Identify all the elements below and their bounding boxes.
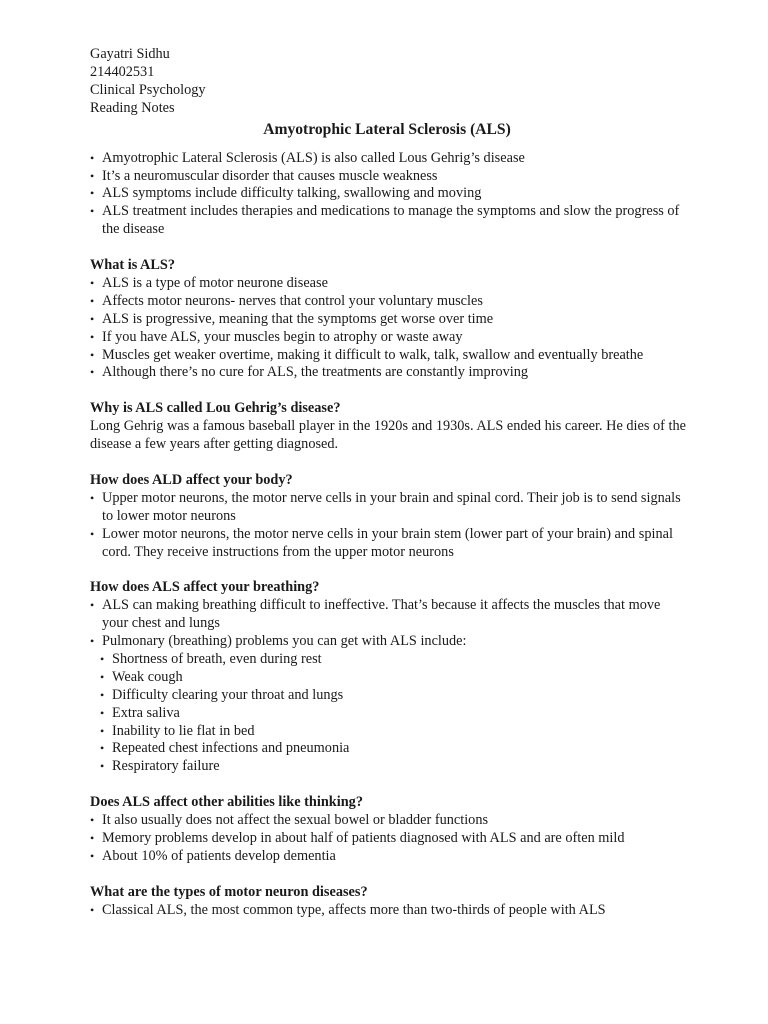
author-header	[90, 46, 690, 118]
list-item: • Difficulty clearing your throat and lungs	[100, 687, 690, 705]
list-item: • ALS is progressive, meaning that the symptoms get worse over time	[90, 311, 690, 329]
list-item: • About 10% of patients develop dementia	[90, 848, 690, 866]
list-item: • Respiratory failure	[100, 758, 690, 776]
list-item: • Affects motor neurons- nerves that control your voluntary muscles	[90, 293, 690, 311]
list-item: • ALS treatment includes therapies and medications to manage the symptoms and slow the progress of the disease	[90, 203, 690, 239]
list-item: • ALS can making breathing difficult to ineffective. That’s because it affects the muscles that move your chest and lungs	[90, 597, 690, 633]
section-heading-body: How does ALD affect your body?	[90, 471, 293, 488]
section-heading-what-is: What is ALS?	[90, 257, 176, 274]
list-item: • Muscles get weaker overtime, making it difficult to walk, talk, swallow and eventually breathe	[90, 347, 690, 365]
thinking-list	[90, 812, 690, 866]
list-item: • It also usually does not affect the sexual bowel or bladder functions	[90, 812, 690, 830]
breathing-problems-list	[90, 651, 690, 776]
intro-list	[90, 150, 690, 240]
list-item: • Amyotrophic Lateral Sclerosis (ALS) is also called Lous Gehrig’s disease	[90, 150, 690, 168]
why-called-paragraph: Long Gehrig was a famous baseball player in the 1920s and 1930s. ALS ended his career. He dies of the disease a few years after getting diagnosed.	[90, 418, 686, 453]
document-type: Reading Notes	[90, 99, 175, 116]
document-title: Amyotrophic Lateral Sclerosis (ALS)	[263, 120, 511, 138]
student-id: 214402531	[90, 63, 155, 80]
what-is-list	[90, 275, 690, 382]
section-heading-why-called: Why is ALS called Lou Gehrig’s disease?	[90, 400, 341, 417]
list-item: • Weak cough	[100, 669, 690, 687]
list-item: • If you have ALS, your muscles begin to atrophy or waste away	[90, 329, 690, 347]
section-heading-breathing: How does ALS affect your breathing?	[90, 579, 320, 596]
list-item: • Shortness of breath, even during rest	[100, 651, 690, 669]
list-item: • It’s a neuromuscular disorder that causes muscle weakness	[90, 168, 690, 186]
list-item: • Memory problems develop in about half of patients diagnosed with ALS and are often mild	[90, 830, 690, 848]
author-name: Gayatri Sidhu	[90, 46, 170, 62]
list-item: • Classical ALS, the most common type, affects more than two-thirds of people with ALS	[90, 902, 690, 920]
types-list	[90, 902, 690, 920]
body-list	[90, 490, 690, 562]
list-item: • Inability to lie flat in bed	[100, 723, 690, 741]
section-heading-thinking: Does ALS affect other abilities like thinking?	[90, 794, 363, 811]
course-name: Clinical Psychology	[90, 81, 206, 98]
list-item: • Pulmonary (breathing) problems you can get with ALS include:	[90, 633, 690, 651]
list-item: • ALS symptoms include difficulty talking, swallowing and moving	[90, 185, 690, 203]
list-item: • Repeated chest infections and pneumonia	[100, 740, 690, 758]
document-page	[90, 46, 690, 920]
list-item: • ALS is a type of motor neurone disease	[90, 275, 690, 293]
breathing-list	[90, 597, 690, 651]
list-item: • Upper motor neurons, the motor nerve cells in your brain and spinal cord. Their job is to send signals to lower motor neurons	[90, 490, 690, 526]
section-heading-types: What are the types of motor neuron diseases?	[90, 883, 368, 900]
list-item: • Extra saliva	[100, 705, 690, 723]
list-item: • Although there’s no cure for ALS, the treatments are constantly improving	[90, 364, 690, 382]
list-item: • Lower motor neurons, the motor nerve cells in your brain stem (lower part of your brain) and spinal cord. They receive instructions from the upper motor neurons	[90, 526, 690, 562]
